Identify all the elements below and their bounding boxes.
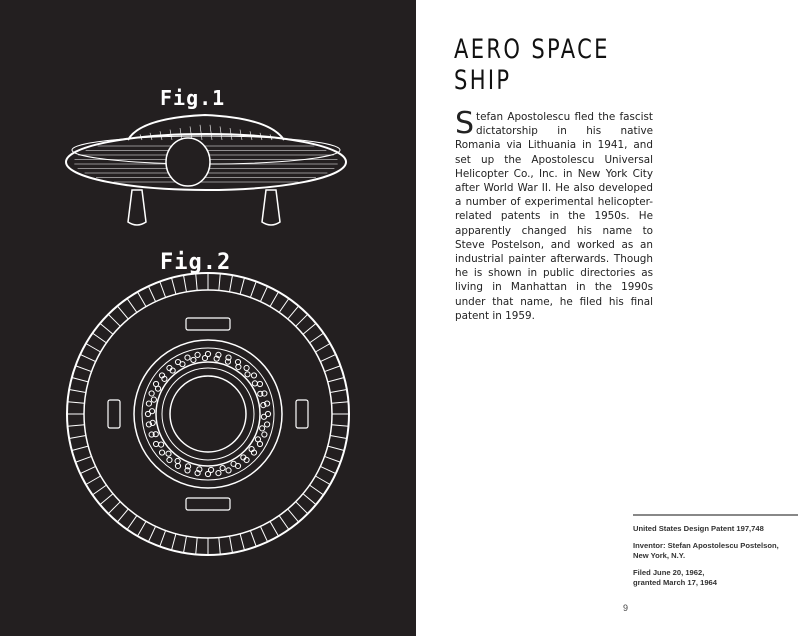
saucer-core — [170, 376, 246, 452]
saucer-side-view — [66, 115, 346, 225]
fig2-label: Fig.2 — [160, 250, 232, 275]
article-body — [455, 106, 653, 323]
patent-number: United States Design Patent 197,748 — [633, 524, 764, 533]
saucer-rim-segments — [67, 273, 349, 555]
title-line-1: AERO SPACE — [454, 34, 610, 65]
drop-cap: S — [455, 106, 475, 141]
title-line-2: SHIP — [454, 65, 512, 96]
article-body-text: tefan Apostolescu fled the fascist dictatorship in his native Romania via Lithuania in 1941, and set up the Apostolescu Universal Helicopter Co., Inc. in New York City after World War II. He also developed a number of experimental helicopter-related patents in the 1950s. He apparently changed his name to Steve Postelson, and worked as an industrial painter afterwards. Though he is shown in public directories as living in Manhattan in the 1990s under that name, he filed his final patent in 1959. — [455, 111, 653, 322]
patent-dates: Filed June 20, 1962, granted March 17, 1964 — [633, 568, 717, 587]
saucer-top-view — [67, 273, 349, 555]
patent-inventor: Inventor: Stefan Apostolescu Postelson, New York, N.Y. — [633, 541, 779, 560]
article-title — [454, 34, 688, 96]
saucer-engine-pattern — [145, 351, 270, 476]
saucer-center-window — [166, 138, 210, 186]
fig1-label: Fig.1 — [160, 86, 226, 110]
patent-caption — [633, 514, 798, 595]
saucer-landing-legs — [128, 190, 280, 225]
saucer-hatches — [108, 318, 308, 510]
page-number: 9 — [623, 603, 629, 613]
